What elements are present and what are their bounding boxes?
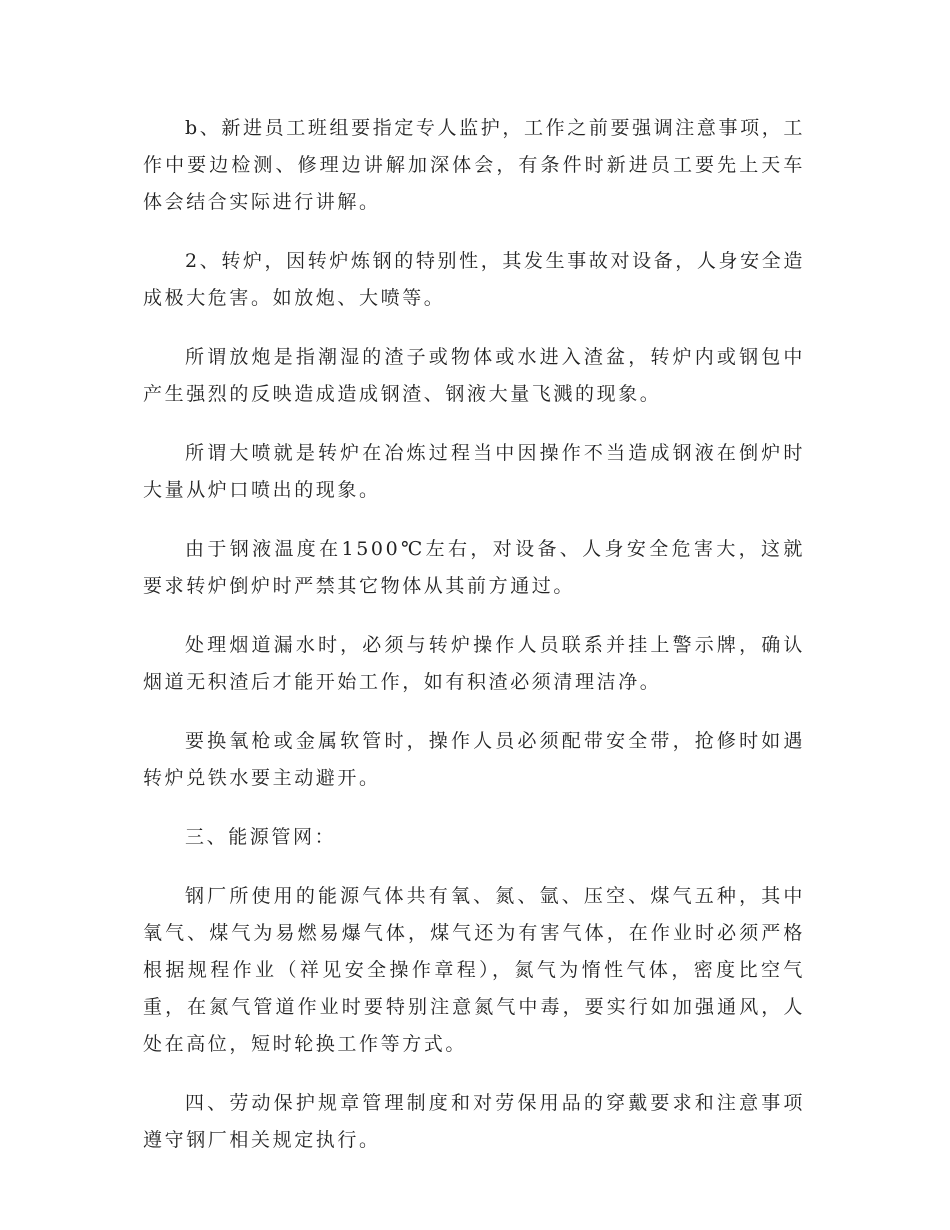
paragraph-explosion-definition: 所谓放炮是指潮湿的渣子或物体或水进入渣盆，转炉内或钢包中产生强烈的反映造成造成钢渣、钢液大量飞溅的现象。 [143,346,805,405]
paragraph-steel-temperature: 由于钢液温度在1500℃左右，对设备、人身安全危害大，这就要求转炉倒炉时严禁其它物体从其前方通过。 [143,538,805,597]
paragraph-flue-leak: 处理烟道漏水时，必须与转炉操作人员联系并挂上警示牌，确认烟道无积渣后才能开始工作，如有积渣必须清理洁净。 [143,634,805,693]
paragraph-energy-gases: 钢厂所使用的能源气体共有氧、氮、氩、压空、煤气五种，其中氧气、煤气为易燃易爆气体，煤气还为有害气体，在作业时必须严格根据规程作业（祥见安全操作章程），氮气为惰性气体，密度比空气重，在氮气管道作业时要特别注意氮气中毒，要实行如加强通风，人处在高位，短时轮换工作等方式。 [143,885,805,1055]
section-heading-labor-protection: 四、劳动保护规章管理制度和对劳保用品的穿戴要求和注意事项遵守钢厂相关规定执行。 [143,1092,805,1151]
paragraph-eruption-definition: 所谓大喷就是转炉在冶炼过程当中因操作不当造成钢液在倒炉时大量从炉口喷出的现象。 [143,442,805,501]
paragraph-converter-hazard: 2、转炉，因转炉炼钢的特别性，其发生事故对设备，人身安全造成极大危害。如放炮、大喷等。 [143,250,805,309]
paragraph-oxygen-lance: 要换氧枪或金属软管时，操作人员必须配带安全带，抢修时如遇转炉兑铁水要主动避开。 [143,730,805,789]
document-body [143,110,805,1181]
paragraph-new-staff-supervision: b、新进员工班组要指定专人监护，工作之前要强调注意事项，工作中要边检测、修理边讲解加深体会，有条件时新进员工要先上天车体会结合实际进行讲解。 [143,117,805,213]
section-heading-energy-network: 三、能源管网： [185,826,337,848]
